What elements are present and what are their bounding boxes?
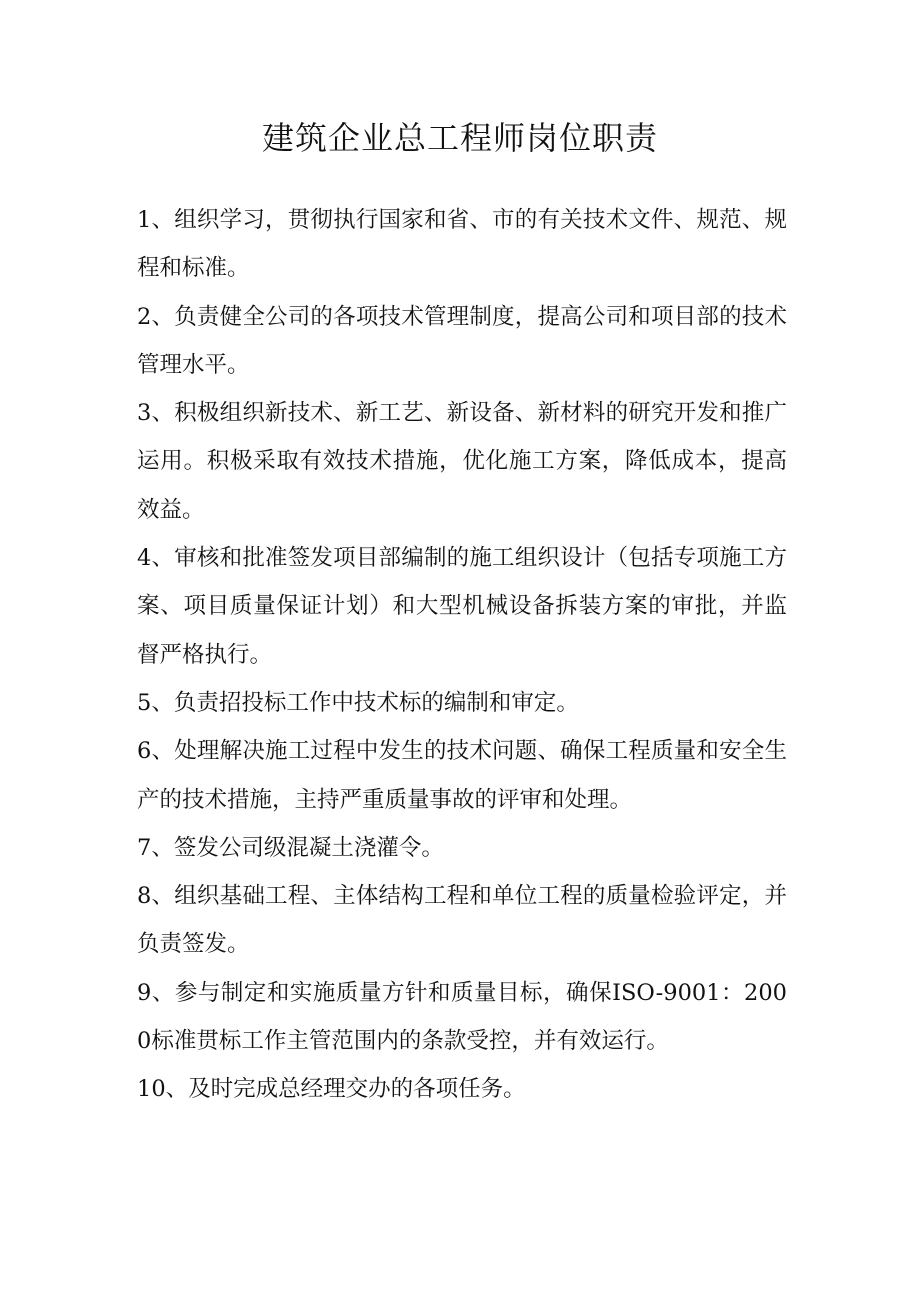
duty-item-4: 4、审核和批准签发项目部编制的施工组织设计（包括专项施工方案、项目质量保证计划）和大型机械设备拆装方案的审批，并监督严格执行。 [137,545,787,668]
duty-item-1: 1、组织学习，贯彻执行国家和省、市的有关技术文件、规范、规程和标准。 [137,207,787,282]
duty-list [137,196,787,1114]
duty-item-7: 7、签发公司级混凝土浇灌令。 [137,834,444,861]
duty-item-2: 2、负责健全公司的各项技术管理制度，提高公司和项目部的技术管理水平。 [137,303,787,378]
page-title: 建筑企业总工程师岗位职责 [261,119,658,157]
duty-item-9: 9、参与制定和实施质量方针和质量目标，确保ISO-9001：2000标准贯标工作主管范围内的条款受控，并有效运行。 [137,979,787,1055]
duty-item-3: 3、积极组织新技术、新工艺、新设备、新材料的研究开发和推广运用。积极采取有效技术措施，优化施工方案，降低成本，提高效益。 [137,400,787,523]
duty-item-6: 6、处理解决施工过程中发生的技术问题、确保工程质量和安全生产的技术措施，主持严重质量事故的评审和处理。 [137,738,787,813]
duty-item-8: 8、组织基础工程、主体结构工程和单位工程的质量检验评定，并负责签发。 [137,883,787,958]
duty-item-5: 5、负责招投标工作中技术标的编制和审定。 [137,689,579,716]
duty-item-10: 10、及时完成总经理交办的各项任务。 [137,1076,526,1103]
